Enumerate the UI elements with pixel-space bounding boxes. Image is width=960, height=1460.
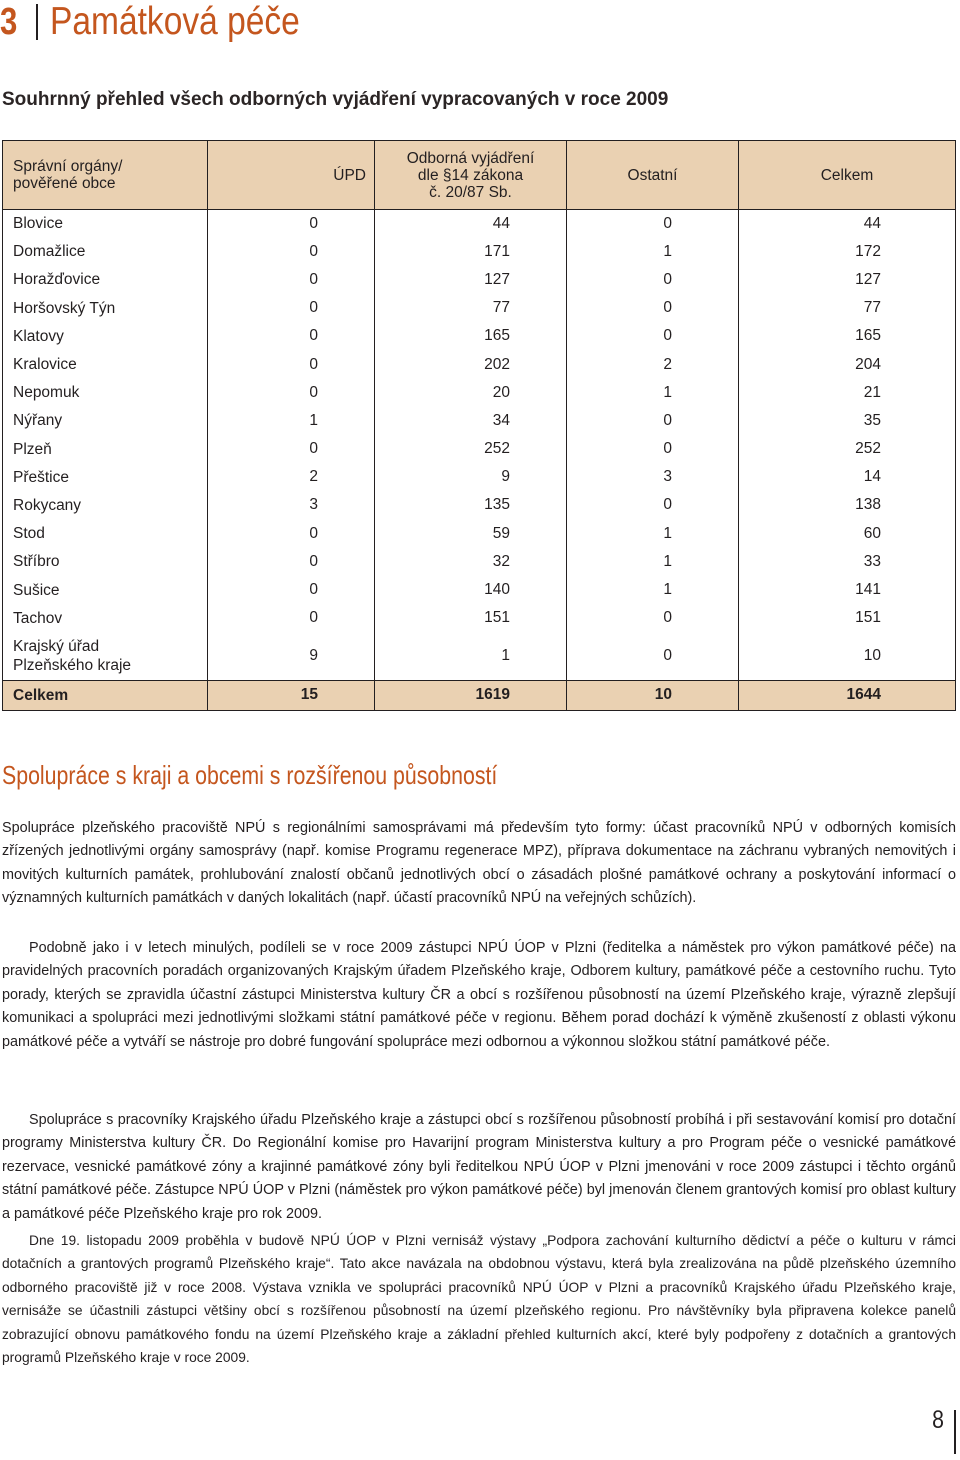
cell-expert-opinions: 135 [375,491,567,519]
cell-other: 0 [567,407,739,435]
cell-authority: Nepomuk [3,379,208,407]
chapter-number: 3 [0,1,18,43]
table-row [3,491,956,519]
cell-other: 0 [567,604,739,632]
paragraph: Podobně jako i v letech minulých, podíleli se v roce 2009 zástupci NPÚ ÚOP v Plzni (ředitelka a náměstek pro výkon památkové péče) na pravidelných pracovních poradách organizovaných Krajským úřadem Plzeňského kraje, Odborem kultury, památkové péče a cestovního ruchu. Tyto porady, kterých se zpravidla účastní zástupci Ministerstva kultury ČR a obcí s rozšířenou působností na území Plzeňského kraje, výrazně zlepšují komunikaci a spolupráci mezi jednotlivými složkami státní památkové péče v regionu. Během porad dochází k výměně zkušeností z oblasti výkonu památkové péče a vytváří se nástroje pro dobré fungování spolupráce mezi odbornou a výkonnou složkou státní památkové péče. [2,940,956,1050]
header-expert-line3: č. 20/87 Sb. [429,183,512,201]
cell-upd: 0 [208,322,375,350]
cell-upd: 0 [208,266,375,294]
total-total: 1644 [739,680,956,710]
cell-authority: Přeštice [3,463,208,491]
cell-authority: Horšovský Týn [3,294,208,322]
cell-total: 10 [739,632,956,680]
cell-total: 77 [739,294,956,322]
table-row [3,576,956,604]
cell-upd: 2 [208,463,375,491]
cell-other: 0 [567,294,739,322]
header-expert-opinions [375,141,567,210]
cell-other: 1 [567,520,739,548]
table-row [3,435,956,463]
cell-total: 165 [739,322,956,350]
total-other: 10 [567,680,739,710]
cell-authority: Horažďovice [3,266,208,294]
cell-expert-opinions: 44 [375,210,567,238]
chapter-divider [36,4,38,40]
cell-authority: Klatovy [3,322,208,350]
cell-authority: Domažlice [3,238,208,266]
table-row [3,379,956,407]
cell-other: 0 [567,491,739,519]
cell-authority: Sušice [3,576,208,604]
authority-line1: Krajský úřad [13,638,100,656]
cell-total: 60 [739,520,956,548]
cell-upd: 3 [208,491,375,519]
total-label: Celkem [3,680,208,710]
table-row [3,350,956,378]
cell-other: 3 [567,463,739,491]
page-number: 8 [932,1406,944,1434]
cell-total: 14 [739,463,956,491]
paragraph: Spolupráce plzeňského pracoviště NPÚ s regionálními samosprávami má především tyto formy: účast pracovníků NPÚ v odborných komisích zřízených jednotlivými orgány samosprávy (např. komise Programu regenerace MPZ), příprava dokumentace na záchranu vybraných nemovitých i movitých kulturních památek, prohlubování znalostí občanů jednotlivých obcí o zásadách plošné památkové ochrany a poskytování informací o významných kulturních památkách v daných lokalitách (např. účastí pracovníků NPÚ na veřejných schůzích). [2,820,956,907]
cell-upd: 0 [208,604,375,632]
cell-other: 1 [567,576,739,604]
cell-upd: 0 [208,210,375,238]
cell-other: 1 [567,238,739,266]
table-row [3,210,956,238]
cell-total: 252 [739,435,956,463]
header-upd: ÚPD [208,141,375,210]
header-other: Ostatní [567,141,739,210]
cell-other: 0 [567,435,739,463]
total-expert-opinions: 1619 [375,680,567,710]
cell-authority: Stříbro [3,548,208,576]
cell-total: 151 [739,604,956,632]
cell-authority: Stod [3,520,208,548]
cell-expert-opinions: 127 [375,266,567,294]
cell-total: 141 [739,576,956,604]
cell-other: 0 [567,266,739,294]
cell-total: 127 [739,266,956,294]
cell-authority [3,632,208,680]
cell-authority: Nýřany [3,407,208,435]
cell-total: 21 [739,379,956,407]
table-row [3,294,956,322]
table-row [3,266,956,294]
cell-expert-opinions: 20 [375,379,567,407]
cell-other: 0 [567,210,739,238]
table-body [3,210,956,681]
cell-upd: 0 [208,238,375,266]
cell-expert-opinions: 252 [375,435,567,463]
cell-authority: Kralovice [3,350,208,378]
cell-other: 2 [567,350,739,378]
summary-table [2,140,956,711]
paragraph: Dne 19. listopadu 2009 proběhla v budově NPÚ ÚOP v Plzni vernisáž výstavy „Podpora zachování kulturního dědictví a péče o kulturu v rámci dotačních a grantových programů Plzeňského kraje“. Tato akce navázala na obdobnou výstavu, která byla zrealizována na půdě plzeňského územního odborného pracoviště již v roce 2008. Výstava vznikla ve spolupráci pracovníků NPÚ ÚOP v Plzni a pracovníků Krajského úřadu Plzeňského kraje, vernisáže se účastnili zástupci většiny obcí s rozšířenou působností na území plzeňského regionu. Pro návštěvníky byla připravena kolekce panelů zobrazující obnovu památkového fondu na území Plzeňského kraje a základní přehled kulturních akcí, které byly podpořeny z dotačních a grantových programů Plzeňského kraje v roce 2009. [2,1233,956,1366]
authority-line2: Plzeňského kraje [13,657,132,675]
chapter-title: Památková péče [50,0,300,43]
cell-expert-opinions: 140 [375,576,567,604]
total-upd: 15 [208,680,375,710]
cell-expert-opinions: 1 [375,632,567,680]
header-total: Celkem [739,141,956,210]
cell-expert-opinions: 34 [375,407,567,435]
table-header [3,141,956,210]
header-authorities-line2: pověřené obce [13,175,116,192]
cell-upd: 0 [208,294,375,322]
cell-total: 204 [739,350,956,378]
cell-total: 33 [739,548,956,576]
cell-expert-opinions: 151 [375,604,567,632]
cell-authority: Blovice [3,210,208,238]
table-row [3,463,956,491]
cell-expert-opinions: 77 [375,294,567,322]
cell-authority: Tachov [3,604,208,632]
table-row [3,407,956,435]
cell-other: 0 [567,322,739,350]
page-number-divider [954,1410,956,1454]
table-row [3,322,956,350]
cell-other: 0 [567,632,739,680]
cell-authority: Rokycany [3,491,208,519]
table-row [3,520,956,548]
cell-expert-opinions: 202 [375,350,567,378]
cell-expert-opinions: 165 [375,322,567,350]
cell-total: 138 [739,491,956,519]
cell-other: 1 [567,379,739,407]
cell-expert-opinions: 9 [375,463,567,491]
cell-upd: 0 [208,379,375,407]
header-expert-line1: Odborná vyjádření [406,149,535,167]
cell-upd: 0 [208,548,375,576]
cell-other: 1 [567,548,739,576]
table-footer [3,680,956,710]
cell-upd: 1 [208,407,375,435]
cell-authority: Plzeň [3,435,208,463]
cell-expert-opinions: 32 [375,548,567,576]
total-row [3,680,956,710]
table-row-regional-office [3,632,956,680]
cell-total: 172 [739,238,956,266]
section-heading: Spolupráce s kraji a obcemi s rozšířenou působností [2,760,498,790]
table-title: Souhrnný přehled všech odborných vyjádření vypracovaných v roce 2009 [2,89,669,110]
table-row [3,548,956,576]
header-row [3,141,956,210]
header-authorities-line1: Správní orgány/ [13,158,123,175]
cell-upd: 0 [208,520,375,548]
cell-total: 35 [739,407,956,435]
cell-upd: 0 [208,576,375,604]
header-expert-line2: dle §14 zákona [417,166,524,184]
cell-expert-opinions: 171 [375,238,567,266]
cell-total: 44 [739,210,956,238]
table-row [3,238,956,266]
paragraph: Spolupráce s pracovníky Krajského úřadu Plzeňského kraje a zástupci obcí s rozšířenou působností probíhá i při sestavování komisí pro dotační programy Ministerstva kultury ČR. Do Regionální komise pro Havarijní program Ministerstva kultury a pro Program péče o vesnické památkové rezervace, vesnické památkové zóny a krajinné památkové zóny byli ředitelkou NPÚ ÚOP v Plzni jmenováni v roce 2009 zástupci i těchto orgánů státní památkové péče. Zástupce NPÚ ÚOP v Plzni (náměstek pro výkon památkové péče) byl jmenován členem grantových komisí pro oblast kultury a památkové péče Plzeňského kraje pro rok 2009. [2,1112,956,1222]
chapter-header [0,0,341,44]
table-row [3,604,956,632]
header-authorities [3,141,208,210]
cell-upd: 9 [208,632,375,680]
cell-upd: 0 [208,435,375,463]
cell-upd: 0 [208,350,375,378]
cell-expert-opinions: 59 [375,520,567,548]
